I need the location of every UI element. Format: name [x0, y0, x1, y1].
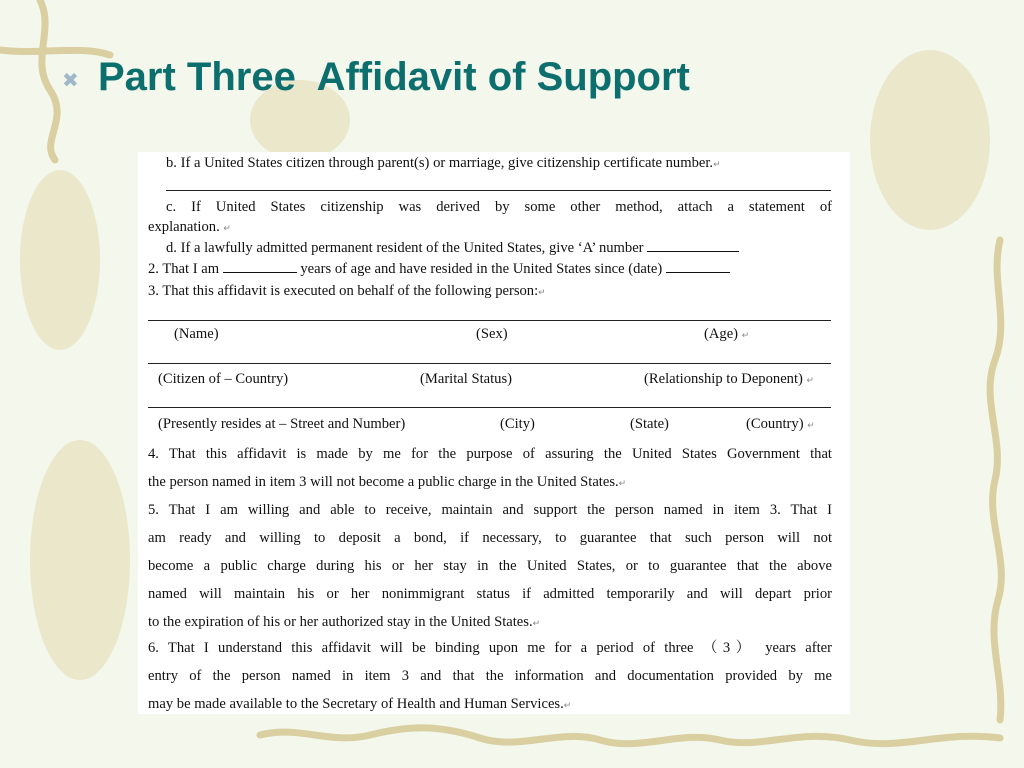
label-state: (State)	[630, 416, 669, 432]
form-item-3: 3. That this affidavit is executed on behalf of the following person:↵	[148, 283, 546, 299]
item-5-line-4: named will maintain his or her nonimmigrant status if admitted temporarily and will depart prior	[148, 586, 832, 602]
form-rule	[148, 363, 831, 364]
label-marital-status: (Marital Status)	[420, 371, 513, 387]
form-rule	[148, 407, 831, 408]
item-4-line-2: the person named in item 3 will not become a public charge in the United States.↵	[148, 474, 627, 490]
item-5-line-5: to the expiration of his or her authorized stay in the United States.↵	[148, 614, 541, 630]
item-6-line-3: may be made available to the Secretary of Health and Human Services.↵	[148, 696, 572, 712]
form-line-d: d. If a lawfully admitted permanent resident of the United States, give ‘A’ number	[166, 239, 850, 257]
item-6-line-1: 6. That I understand this affidavit will be binding upon me for a period of three （3） years after	[148, 640, 832, 656]
item-6-line-2: entry of the person named in item 3 and that the information and documentation provided by me	[148, 668, 832, 684]
label-country: (Country) ↵	[746, 416, 815, 432]
label-sex: (Sex)	[476, 326, 508, 342]
slide-title: Part Three Affidavit of Support	[98, 55, 690, 99]
affidavit-form-image	[138, 152, 850, 714]
form-line-c2: explanation. ↵	[148, 219, 231, 235]
label-city: (City)	[500, 416, 535, 432]
form-line-c: c. If United States citizenship was derived by some other method, attach a statement of	[166, 199, 832, 215]
label-age: (Age) ↵	[704, 326, 750, 342]
item-5-line-3: become a public charge during his or her stay in the United States, or to guarantee that the above	[148, 558, 832, 574]
label-relationship: (Relationship to Deponent) ↵	[644, 371, 815, 387]
item-5-line-2: am ready and willing to deposit a bond, if necessary, to guarantee that such person will not	[148, 530, 832, 546]
form-item-2: 2. That I am years of age and have resided in the United States since (date)	[148, 260, 832, 278]
item-5-line-1: 5. That I am willing and able to receive, maintain and support the person named in item 3. That I	[148, 502, 832, 518]
label-citizen-of: (Citizen of – Country)	[158, 371, 289, 387]
label-address: (Presently resides at – Street and Number)	[158, 416, 406, 432]
x-bullet-icon: ✖	[62, 68, 79, 92]
item-4-line-1: 4. That this affidavit is made by me for the purpose of assuring the United States Government that	[148, 446, 832, 462]
label-name: (Name)	[174, 326, 219, 342]
form-line-b: b. If a United States citizen through parent(s) or marriage, give citizenship certificate number.↵	[166, 155, 721, 171]
form-rule	[166, 190, 831, 191]
form-rule	[148, 320, 831, 321]
